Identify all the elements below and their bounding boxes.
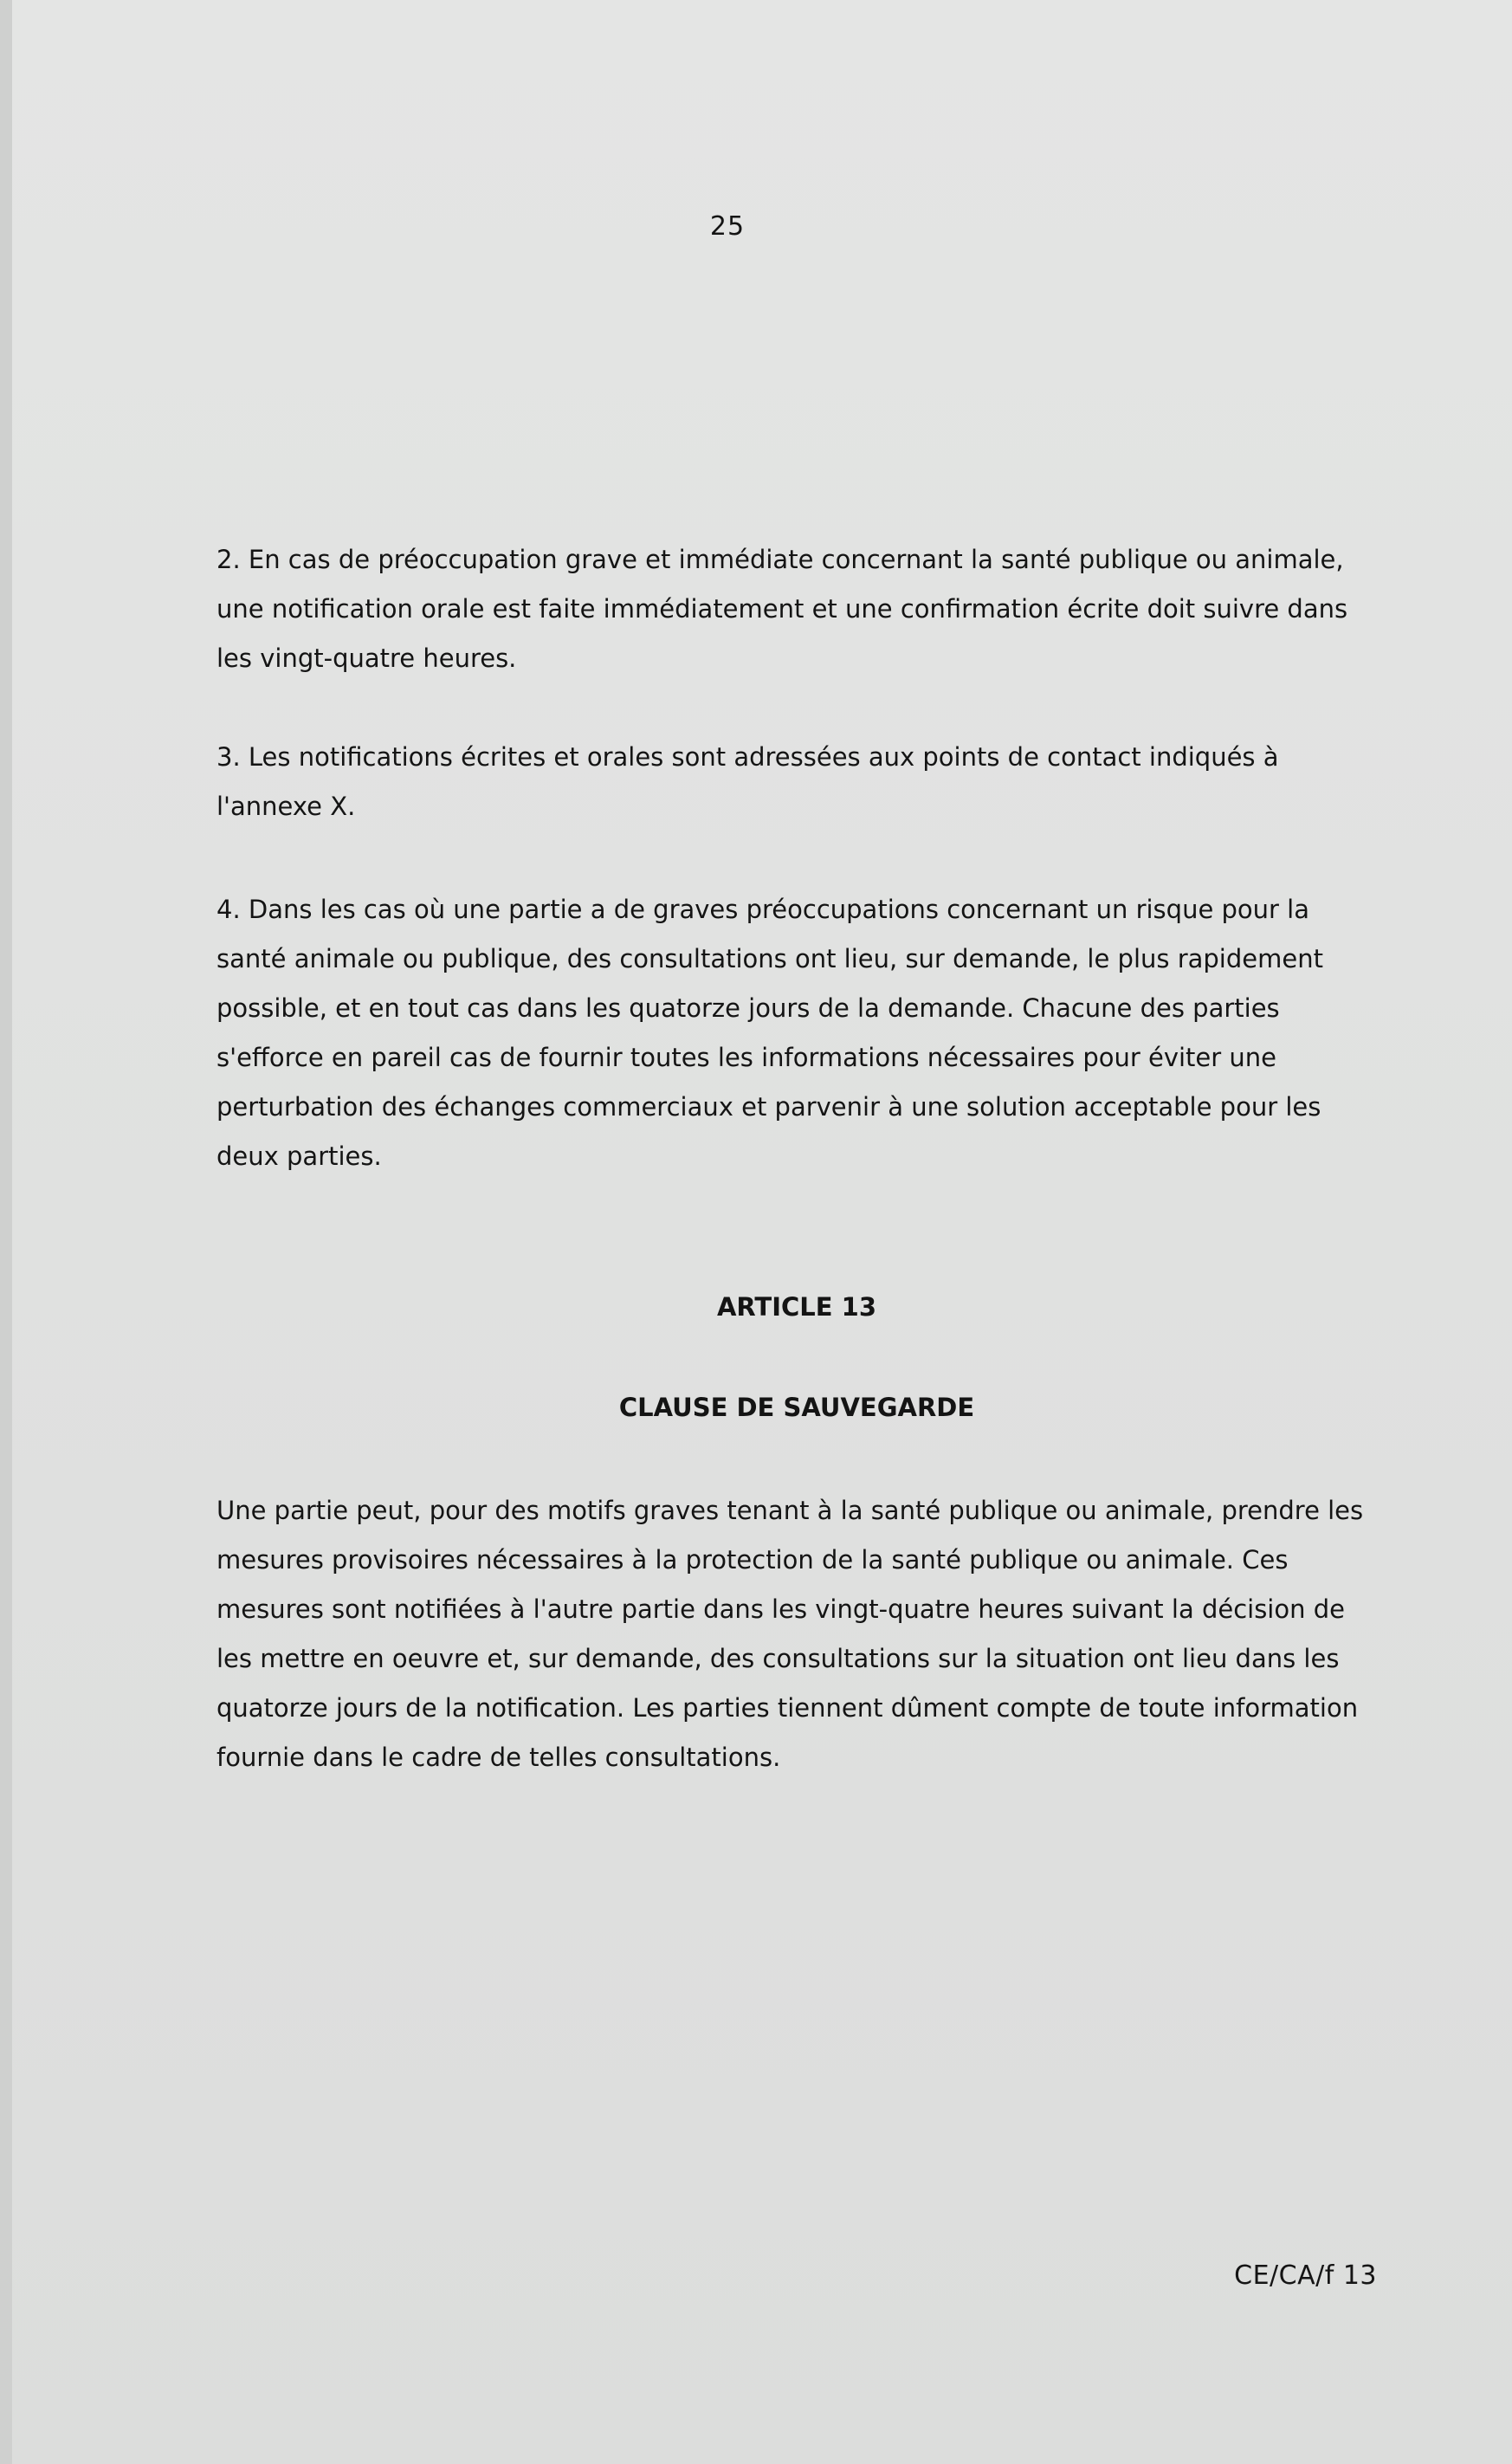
paragraph-2: 2. En cas de préoccupation grave et immédiate concernant la santé publique ou animale, une notification orale est faite immédiatement et une confirmation écrite doit suivre dans les vingt-quatre heures.: [216, 545, 1348, 673]
page-number: 25: [709, 211, 746, 242]
article-title-heading: CLAUSE DE SAUVEGARDE: [618, 1393, 975, 1422]
paragraph-3: 3. Les notifications écrites et orales sont adressées aux points de contact indiqués à l'annexe X.: [216, 742, 1279, 821]
article-number-heading: ARTICLE 13: [716, 1292, 877, 1322]
document-reference-code: CE/CA/f 13: [1234, 2260, 1377, 2291]
article-body-paragraph: Une partie peut, pour des motifs graves tenant à la santé publique ou animale, prendre les mesures provisoires nécessaires à la protection de la santé publique ou animale. Ces mesures sont notifiées à l'autre partie dans les vingt-quatre heures suivant la décision de les mettre en oeuvre et, sur demande, des consultations sur la situation ont lieu dans les quatorze jours de la notification. Les parties tiennent dûment compte de toute information fournie dans le cadre de telles consultations.: [216, 1496, 1364, 1772]
paragraph-4: 4. Dans les cas où une partie a de graves préoccupations concernant un risque pour la santé animale ou publique, des consultations ont lieu, sur demande, le plus rapidement possible, et en tout cas dans les quatorze jours de la demande. Chacune des parties s'efforce en pareil cas de fournir toutes les informations nécessaires pour éviter une perturbation des échanges commerciaux et parvenir à une solution acceptable pour les deux parties.: [216, 895, 1323, 1171]
